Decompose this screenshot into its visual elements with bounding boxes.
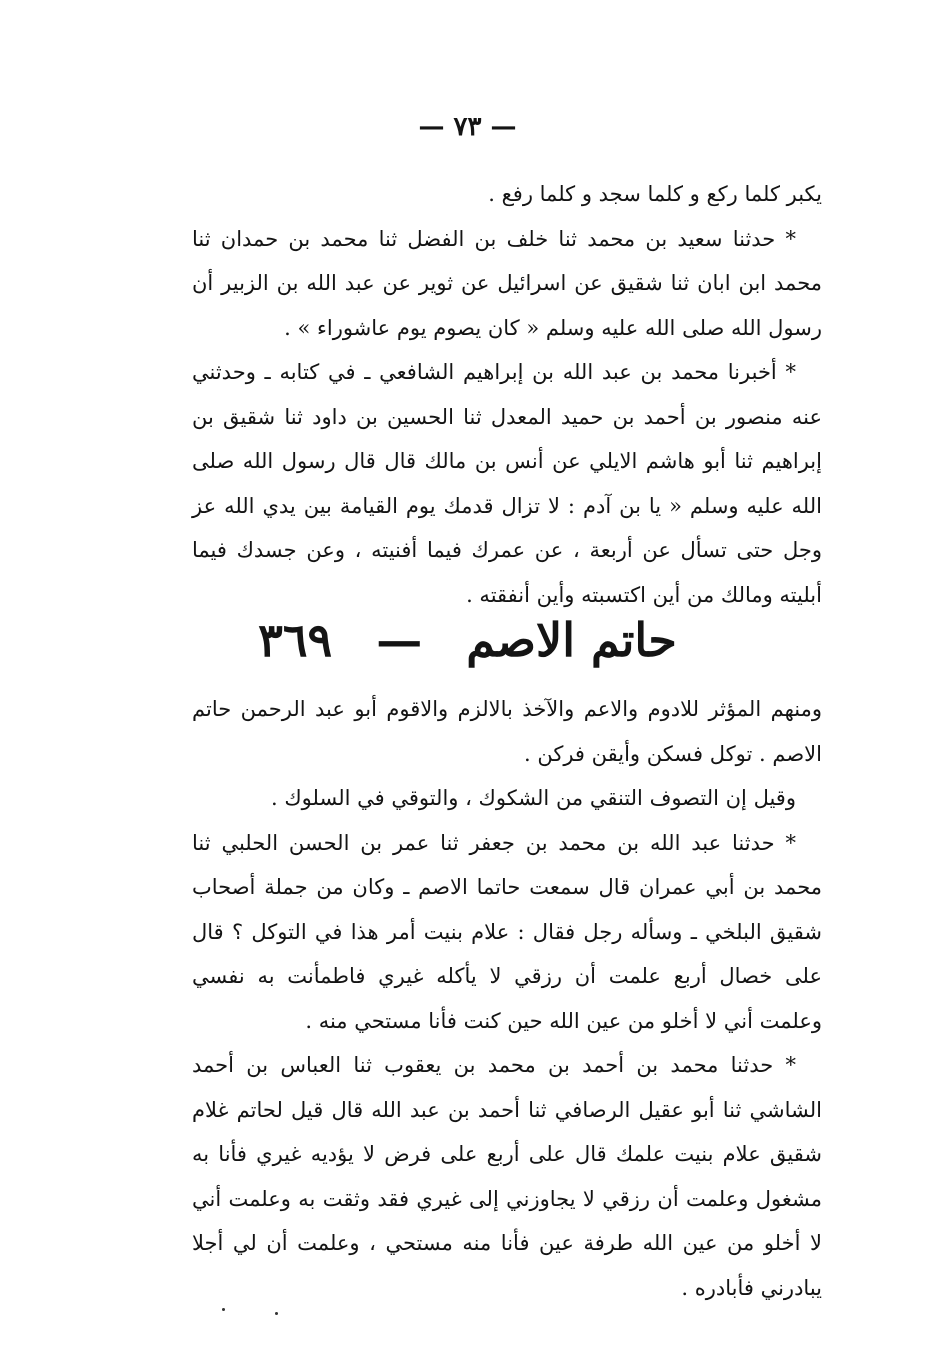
section-number: ٣٦٩ bbox=[258, 613, 333, 667]
scan-speck bbox=[275, 1312, 278, 1315]
paragraph-continuation: يكبر كلما ركع و كلما سجد و كلما رفع . bbox=[488, 182, 822, 206]
paragraph-hadith-ashura: * حدثنا سعيد بن محمد ثنا خلف بن الفضل ثنا محمد بن حمدان ثنا محمد ابن ابان ثنا شقيق عن اسرائيل عن ثوير عن عبد الله بن الزبير أن رسول الله صلى الله عليه وسلم « كان يصوم يوم عاشوراء » . bbox=[192, 226, 822, 340]
bottom-text-block bbox=[192, 687, 822, 1310]
paragraph-introduction: ومنهم المؤثر للادوم والاعم والآخذ بالالزم والاقوم أبو عبد الرحمن حاتم الاصم . توكل فسكن وأيقن فركن . bbox=[192, 697, 822, 766]
scan-speck bbox=[222, 1308, 225, 1311]
paragraph-narration-four-principles: * حدثنا محمد بن أحمد بن محمد بن يعقوب ثنا العباس بن أحمد الشاشي ثنا أبو عقيل الرصافي ثنا أحمد بن عبد الله قال قيل لحاتم غلام شقيق علام بنيت علمك قال على أربع على فرض لا يؤديه غيري فأنا به مشغول وعلمت أن رزقي لا يجاوزني إلى غيري فقد وثقت به وعلمت أني لا أخلو من عين الله طرفة عين فأنا منه مستحي ، وعلمت أن لي أجلا يبادرني فأبادره . bbox=[192, 1053, 822, 1300]
paragraph-narration-tawakkul: * حدثنا عبد الله بن محمد بن جعفر ثنا عمر بن الحسن الحلبي ثنا محمد بن أبي عمران قال سمعت حاتما الاصم ـ وكان من جملة أصحاب شقيق البلخي ـ وسأله رجل فقال : علام بنيت أمر هذا في التوكل ؟ قال على خصال أربع علمت أن رزقي لا يأكله غيري فاطمأنت به نفسي وعلمت أني لا أخلو من عين الله حين كنت فأنا مستحي منه . bbox=[192, 830, 822, 1033]
top-text-block bbox=[192, 172, 822, 617]
page-number: — ٧٣ — bbox=[418, 112, 517, 142]
section-title: حاتم الاصم bbox=[466, 613, 677, 667]
section-heading bbox=[0, 610, 935, 670]
paragraph-sufism-definition: وقيل إن التصوف التنقي من الشكوك ، والتوقي في السلوك . bbox=[271, 786, 796, 810]
section-separator: — bbox=[376, 613, 423, 667]
paragraph-hadith-four-questions: * أخبرنا محمد بن عبد الله بن إبراهيم الشافعي ـ في كتابه ـ وحدثني عنه منصور بن أحمد بن حميد المعدل ثنا الحسين بن داود ثنا شقيق بن إبراهيم ثنا أبو هاشم الايلي عن أنس بن مالك قال قال رسول الله صلى الله عليه وسلم « يا بن آدم : لا تزال قدمك يوم القيامة بين يدي الله عز وجل حتى تسأل عن أربعة ، عن عمرك فيما أفنيته ، وعن جسدك فيما أبليته ومالك من أين اكتسبته وأين أنفقته . bbox=[192, 360, 822, 607]
